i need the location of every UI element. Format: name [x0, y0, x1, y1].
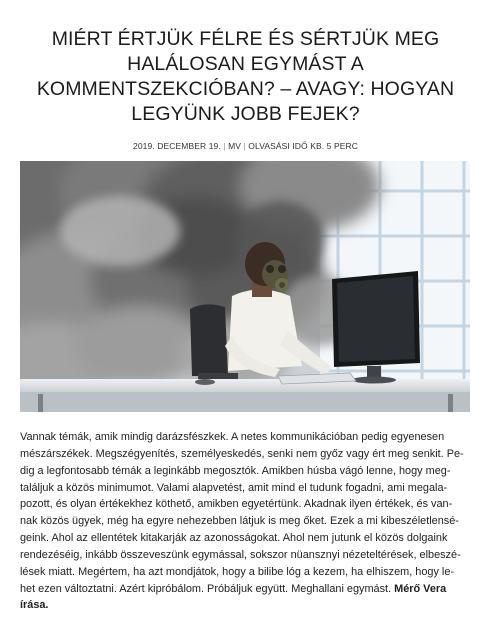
title-line: MIÉRT ÉRTJÜK FÉLRE ÉS SÉRTJÜK MEG	[51, 28, 440, 50]
author-link[interactable]: MV	[228, 141, 242, 151]
body-line: pozott, és olyan értékekhez köthető, amikben egyetértünk. Akadnak ilyen értékek, és van-	[20, 498, 453, 511]
article-meta	[0, 141, 491, 151]
body-line	[20, 581, 475, 598]
body-line: mészárszékek. Megszégyenítés, személyeskedés, senki nem győz vagy ért meg senkit. Pe-	[20, 447, 464, 460]
meta-separator: |	[223, 141, 226, 151]
body-line: dig a legfontosabb témák a leginkább megosztók. Amikben húsba vágó lenne, hogy meg-	[20, 464, 451, 477]
meta-separator: |	[243, 141, 246, 151]
reading-time: OLVASÁSI IDŐ KB. 5 PERC	[248, 141, 358, 151]
title-line: HALÁLOSAN EGYMÁST A	[127, 53, 364, 75]
author-credit: Mérő Vera	[394, 582, 447, 595]
publish-date: 2019. DECEMBER 19.	[133, 141, 221, 151]
body-line-text: het ezen változtatni. Azért kipróbálom. Próbáljuk együtt. Meghallani egymást.	[20, 582, 392, 595]
body-line: geink. Ahol az ellentétek kitakarják az azonosságokat. Ahol nem jutunk el közös dolgaink	[20, 532, 448, 545]
hero-image	[20, 161, 470, 412]
body-line: Vannak témák, amik mindig darázsfészkek. A netes kommunikációban pedig egyenesen	[20, 431, 445, 443]
author-credit-end: írása.	[20, 599, 49, 612]
article-body	[20, 429, 475, 614]
article-title	[12, 27, 479, 127]
desk	[20, 379, 470, 412]
body-line: lések miatt. Megértem, ha azt mondjátok, hogy a bilibe lóg a kezem, ha elhiszem, hogy le-	[20, 565, 455, 578]
title-line: KOMMENTSZEKCIÓBAN? – AVAGY: HOGYAN	[36, 78, 455, 100]
body-line: rendezéséig, inkább összeveszünk egymással, sokszor nüansznyi nézeteltérések, elbeszé-	[20, 548, 461, 561]
body-line: találjuk a közös minimumot. Valami alapvetést, amit mind el tudunk fogadni, ami megala-	[20, 481, 448, 494]
title-line: LEGYÜNK JOBB FEJEK?	[131, 103, 360, 125]
body-line: nak közös ügyek, még ha egyre nehezebben látjuk is meg őket. Ezek a mi kibeszéletlensé-	[20, 515, 459, 528]
